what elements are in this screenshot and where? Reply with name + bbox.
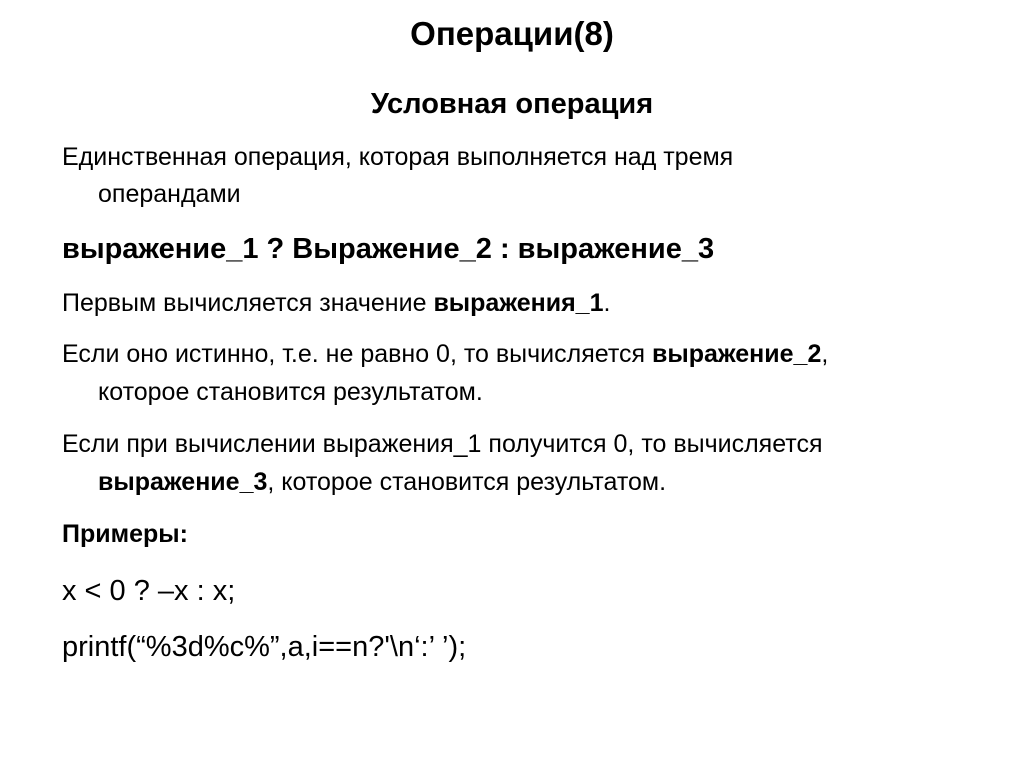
- paragraph-3-end: , которое становится результатом.: [267, 468, 667, 496]
- syntax-formula: выражение_1 ? Выражение_2 : выражение_3: [62, 233, 715, 265]
- intro-line-1: Единственная операция, которая выполняется над тремя: [62, 143, 734, 171]
- example-code-2: printf(“%3d%c%”,a,i==n?'\n‘:’ ’);: [62, 631, 467, 663]
- intro-line-2: операндами: [98, 180, 241, 208]
- paragraph-2-bold: выражение_2: [651, 340, 822, 368]
- paragraph-2-line-2: которое становится результатом.: [98, 378, 483, 406]
- paragraph-1: [62, 285, 610, 321]
- paragraph-3-line-1: Если при вычислении выражения_1 получится 0, то вычисляется: [62, 430, 823, 458]
- paragraph-2-text: Если оно истинно, т.е. не равно 0, то вычисляется: [62, 340, 652, 368]
- paragraph-1-text: Первым вычисляется значение: [62, 289, 434, 317]
- paragraph-2-line-1: [62, 336, 828, 372]
- examples-label: Примеры:: [62, 520, 188, 548]
- slide-subtitle: Условная операция: [370, 88, 654, 120]
- paragraph-1-end: .: [603, 289, 611, 317]
- paragraph-3-bold: выражение_3: [98, 468, 268, 496]
- paragraph-2-end: ,: [821, 340, 829, 368]
- slide-title: Операции(8): [410, 15, 614, 52]
- paragraph-3-line-2: [98, 464, 666, 500]
- example-code-1: x < 0 ? –x : x;: [62, 575, 236, 607]
- paragraph-1-bold: выражения_1: [433, 289, 604, 317]
